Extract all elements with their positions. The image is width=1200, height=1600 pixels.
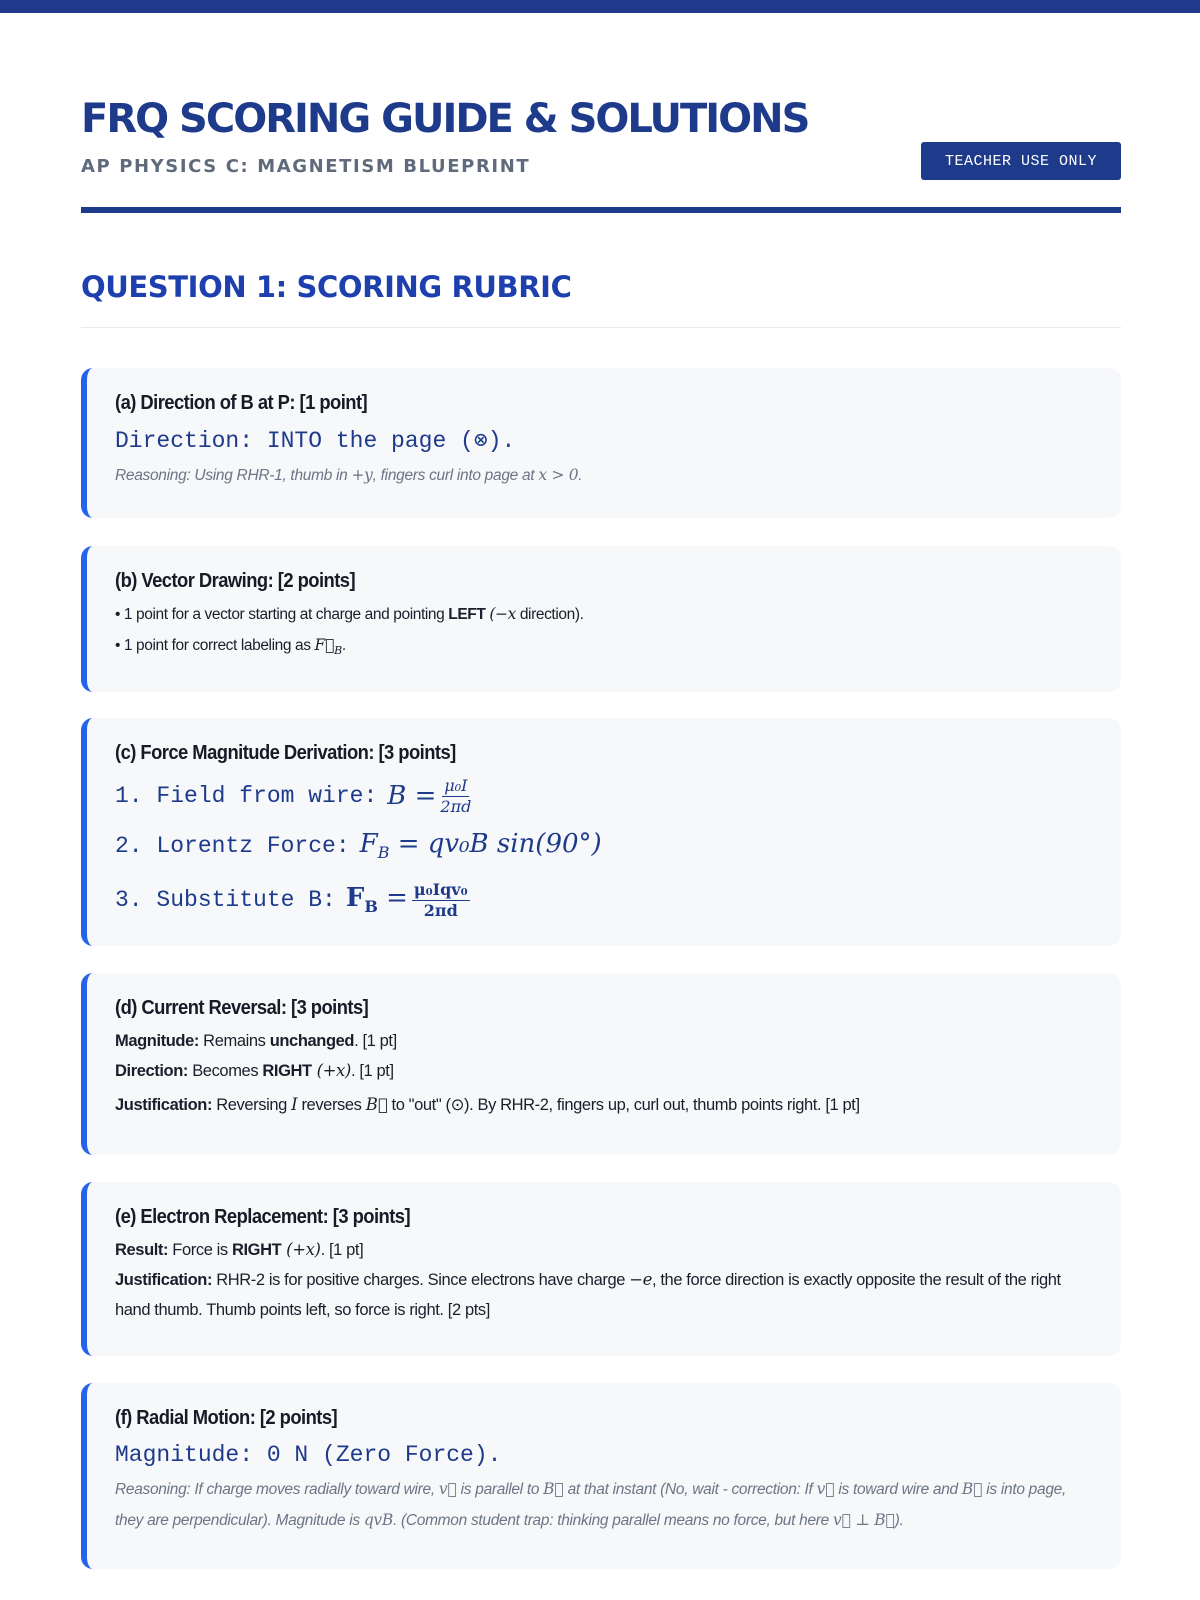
reasoning-text: Reasoning: If charge moves radially toward wire, v⃗ is parallel to B⃗ at that instant (No, wait - correction: If v⃗ is toward wire and B⃗ is into page, they are perpendicular). Magnitude is qvB. (Common student trap: thinking parallel means no force, but here v⃗ ⊥ B⃗).: [115, 1480, 1066, 1529]
rubric-card-f: [81, 1383, 1121, 1569]
direction-line: Direction: Becomes RIGHT (+x). [1 pt]: [115, 1061, 394, 1080]
card-heading: (a) Direction of B at P: [1 point]: [115, 392, 368, 414]
derivation-step-2: 2. Lorentz Force: $F_B = qv_0B$ sin(90°): [115, 829, 602, 863]
rubric-card-a: [81, 368, 1121, 518]
reasoning-text: Reasoning: Using RHR-1, thumb in +y, fingers curl into page at x > 0.: [115, 466, 583, 484]
rubric-card-e: [81, 1182, 1121, 1356]
list-item: • 1 point for a vector starting at charge and pointing LEFT (−x direction).: [115, 605, 584, 623]
rubric-card-b: [81, 546, 1121, 692]
teacher-use-badge: TEACHER USE ONLY: [921, 142, 1121, 180]
derivation-step-3: 3. Substitute B: $F_B$ = $\frac{\text{μ₀Iqv₀}}{2\pi d}$: [115, 879, 468, 920]
justification-line: Justification: Reversing I reverses B⃗ to "out" (⊙). By RHR-2, fingers up, curl out, thumb points right. [1 pt]: [115, 1095, 860, 1114]
section-title: QUESTION 1: SCORING RUBRIC: [81, 270, 572, 304]
list-item: • 1 point for correct labeling as $F⃗_B$.: [115, 636, 346, 658]
card-heading: (c) Force Magnitude Derivation: [3 points]: [115, 742, 456, 764]
result-line: Result: Force is RIGHT (+x). [1 pt]: [115, 1240, 364, 1259]
header-rule: [81, 207, 1121, 213]
card-heading: (d) Current Reversal: [3 points]: [115, 997, 369, 1019]
card-heading: (b) Vector Drawing: [2 points]: [115, 570, 356, 592]
card-heading: (e) Electron Replacement: [3 points]: [115, 1206, 411, 1228]
card-heading: (f) Radial Motion: [2 points]: [115, 1407, 338, 1429]
justification-line: Justification: RHR-2 is for positive charges. Since electrons have charge −e, the force direction is exactly opposite the result of the right hand thumb. Thumb points left, so force is right. [2 pts]: [115, 1270, 1061, 1319]
rubric-card-c: [81, 718, 1121, 946]
magnitude-line: Magnitude: Remains unchanged. [1 pt]: [115, 1032, 397, 1050]
page-subtitle: AP PHYSICS C: MAGNETISM BLUEPRINT: [81, 156, 531, 177]
derivation-step-1: 1. Field from wire: B = $\frac{\text{μ₀I}}{2\pi d}$: [115, 775, 472, 816]
page-title: FRQ SCORING GUIDE & SOLUTIONS: [81, 96, 809, 142]
section-divider: [81, 327, 1121, 328]
rubric-card-d: [81, 973, 1121, 1155]
answer-text: Magnitude: 0 N (Zero Force).: [115, 1442, 502, 1468]
top-accent-bar: [0, 0, 1200, 13]
answer-text: Direction: INTO the page (⊗).: [115, 428, 516, 454]
